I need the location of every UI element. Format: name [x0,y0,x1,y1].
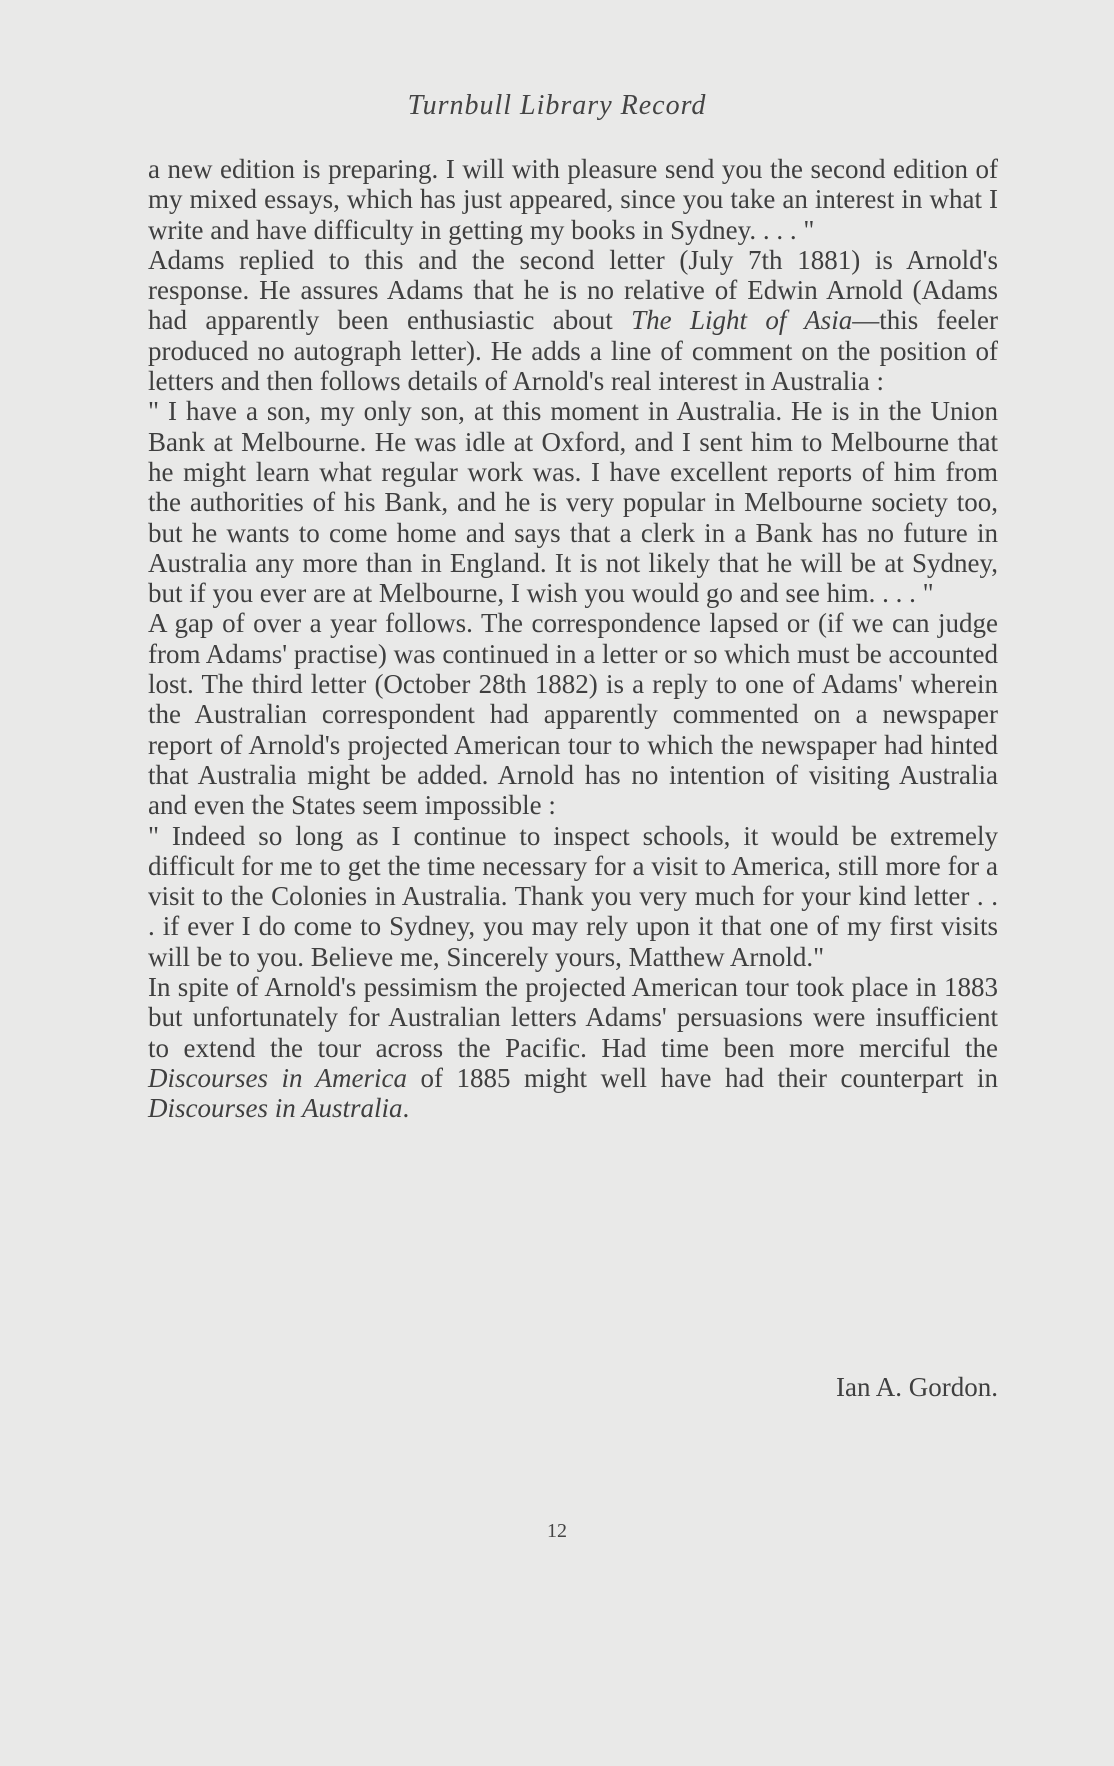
paragraph-1: a new edition is preparing. I will with pleasure send you the second edition of my mixed essays, which has just appeared, since you take an interest in what I write and have difficulty in getting my books in Sydney. . . . " [148,154,998,245]
article-body [148,154,998,1124]
page-number: 12 [547,1520,567,1542]
paragraph-6-text-c: . [402,1093,410,1124]
paragraph-4: A gap of over a year follows. The correspondence lapsed or (if we can judge from Adams' practise) was continued in a letter or so which must be accounted lost. The third letter (October 28th 1882) is a reply to one of Adams' wherein the Australian correspondent had apparently commented on a newspaper report of Arnold's projected American tour to which the newspaper had hinted that Australia might be added. Arnold has no intention of visiting Australia and even the States seem impossible : [148,608,998,821]
paragraph-6-text-a: In spite of Arnold's pessimism the projected American tour took place in 1883 but unfortunately for Australian letters Adams' persuasions were insufficient to extend the tour across the Pacific. Had time been more merciful the [148,972,998,1063]
book-title-discourses-in-australia: Discourses in Australia [148,1093,403,1124]
paragraph-3-quote: " I have a son, my only son, at this moment in Australia. He is in the Union Bank at Melbourne. He was idle at Oxford, and I sent him to Melbourne that he might learn what regular work was. I have excellent reports of him from the authorities of his Bank, and he is very popular in Melbourne society too, but he wants to come home and says that a clerk in a Bank has no future in Australia any more than in England. It is not likely that he will be at Sydney, but if you ever are at Melbourne, I wish you would go and see him. . . . " [148,396,998,609]
paragraph-6-text-b: of 1885 might well have had their counterpart in [407,1062,998,1093]
paragraph-5-quote: " Indeed so long as I continue to inspect schools, it would be extremely difficult for me to get the time necessary for a visit to America, still more for a visit to the Colonies in Australia. Thank you very much for your kind letter . . . if ever I do come to Sydney, you may rely upon it that one of my first visits will be to you. Believe me, Sincerely yours, Matthew Arnold." [148,820,998,972]
author-signature: Ian A. Gordon. [836,1372,998,1402]
paragraph-2-text-a: Adams replied to this and the second letter (July 7th 1881) is Arnold's response. He assures Adams that he is no relative of Edwin Arnold (Adams had apparently been enthusiastic about [148,244,998,336]
running-head: Turnbull Library Record [407,90,707,121]
paragraph-2 [148,245,998,396]
paragraph-6 [148,972,998,1123]
book-title-light-of-asia: The Light of Asia [631,305,853,336]
paragraph-2-text-b: —this feeler produced no autograph letter). He adds a line of comment on the position of letters and then follows details of Arnold's real interest in Australia : [148,305,998,397]
book-title-discourses-in-america: Discourses in America [148,1062,408,1093]
